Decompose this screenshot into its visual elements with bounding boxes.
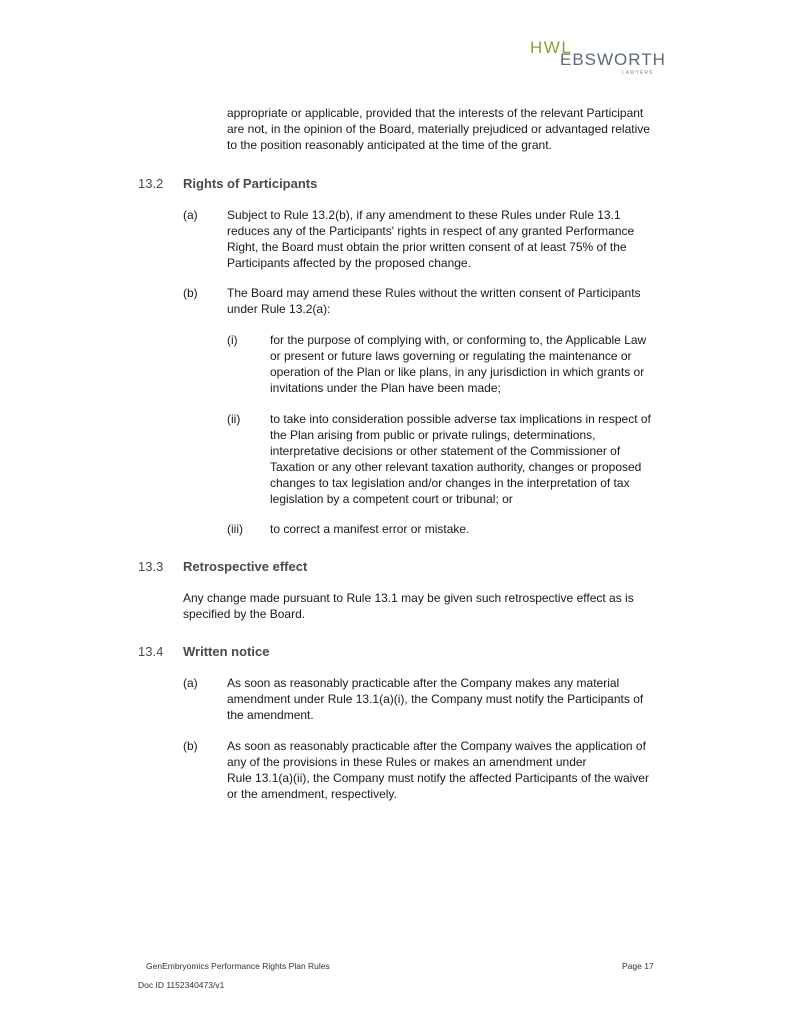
- clause-line: reduces any of the Participants' rights in respect of any granted Performance: [227, 223, 635, 238]
- clause-line: The Board may amend these Rules without the written consent of Participants: [227, 286, 641, 300]
- clause-line: Participants affected by the proposed change.: [227, 255, 471, 270]
- clause-13-4-b-label: (b): [183, 739, 198, 753]
- clause-13-2-a-text: [227, 208, 634, 272]
- hwl-ebsworth-logo: [530, 38, 666, 78]
- clause-line: to take into consideration possible adverse tax implications in respect of: [270, 412, 651, 426]
- clause-13-2-a-label: (a): [183, 208, 198, 222]
- logo-ebsworth-text: EBSWORTH: [560, 50, 666, 69]
- section-13-4-title: Written notice: [183, 644, 270, 659]
- clause-line: the amendment.: [227, 707, 314, 722]
- clause-13-2-b-iii-label: (iii): [227, 522, 243, 536]
- clause-13-4-a-label: (a): [183, 676, 198, 690]
- footer-page-number: Page 17: [622, 961, 654, 971]
- clause-line: to correct a manifest error or mistake.: [270, 522, 470, 536]
- clause-line: interpretative decisions or other statement of the Commissioner of: [270, 443, 621, 458]
- clause-13-2-b-ii-label: (ii): [227, 412, 241, 426]
- clause-13-2-b-i-label: (i): [227, 333, 238, 347]
- clause-line: under Rule 13.2(a):: [227, 301, 331, 316]
- intro-line: to the position reasonably anticipated at the time of the grant.: [227, 137, 552, 152]
- clause-13-4-b-text: [227, 739, 649, 803]
- clause-13-2-b-iii-text: [270, 522, 469, 538]
- clause-line: or present or future laws governing or regulating the maintenance or: [270, 348, 632, 363]
- footer-document-title: GenEmbryomics Performance Rights Plan Rules: [146, 961, 330, 971]
- logo-lawyers-text: LAWYERS: [622, 70, 654, 76]
- section-13-3-number: 13.3: [138, 559, 164, 574]
- clause-line: Rule 13.1(a)(ii), the Company must notify the affected Participants of the waiver: [227, 770, 649, 785]
- intro-line: are not, in the opinion of the Board, materially prejudiced or advantaged relative: [227, 121, 650, 136]
- clause-line: the Plan arising from public or private rulings, determinations,: [270, 427, 596, 442]
- section-13-4-number: 13.4: [138, 644, 164, 659]
- clause-13-2-b-text: [227, 286, 641, 318]
- section-13-3-title: Retrospective effect: [183, 559, 308, 574]
- logo-hwl-text: HWL: [530, 38, 573, 57]
- clause-13-2-b-i-text: [270, 333, 646, 397]
- clause-line: legislation by a competent court or tribunal; or: [270, 491, 513, 506]
- section-13-3-text: [183, 591, 634, 623]
- clause-line: or the amendment, respectively.: [227, 786, 397, 801]
- clause-line: Any change made pursuant to Rule 13.1 may be given such retrospective effect as is: [183, 591, 634, 605]
- footer-doc-id: Doc ID 1152340473/v1: [138, 980, 225, 990]
- intro-paragraph: [227, 106, 650, 154]
- clause-line: any of the provisions in these Rules or makes an amendment under: [227, 754, 587, 769]
- clause-line: Taxation or any other relevant taxation authority, changes or proposed: [270, 459, 642, 474]
- clause-line: changes to tax legislation and/or changes in the interpretation of tax: [270, 475, 630, 490]
- clause-line: As soon as reasonably practicable after the Company waives the application of: [227, 739, 646, 753]
- clause-line: for the purpose of complying with, or conforming to, the Applicable Law: [270, 333, 647, 347]
- clause-line: invitations under the Plan have been made;: [270, 380, 501, 395]
- clause-line: specified by the Board.: [183, 606, 306, 621]
- intro-line: appropriate or applicable, provided that the interests of the relevant Participant: [227, 106, 644, 120]
- clause-line: Subject to Rule 13.2(b), if any amendment to these Rules under Rule 13.1: [227, 208, 621, 222]
- clause-line: As soon as reasonably practicable after the Company makes any material: [227, 676, 620, 690]
- clause-line: amendment under Rule 13.1(a)(i), the Company must notify the Participants of: [227, 691, 644, 706]
- section-13-2-number: 13.2: [138, 176, 164, 191]
- section-13-2-title: Rights of Participants: [183, 176, 318, 191]
- clause-13-4-a-text: [227, 676, 643, 724]
- clause-13-2-b-label: (b): [183, 286, 198, 300]
- clause-line: operation of the Plan or like plans, in any jurisdiction in which grants or: [270, 364, 645, 379]
- clause-13-2-b-ii-text: [270, 412, 651, 507]
- clause-line: Right, the Board must obtain the prior written consent of at least 75% of the: [227, 239, 627, 254]
